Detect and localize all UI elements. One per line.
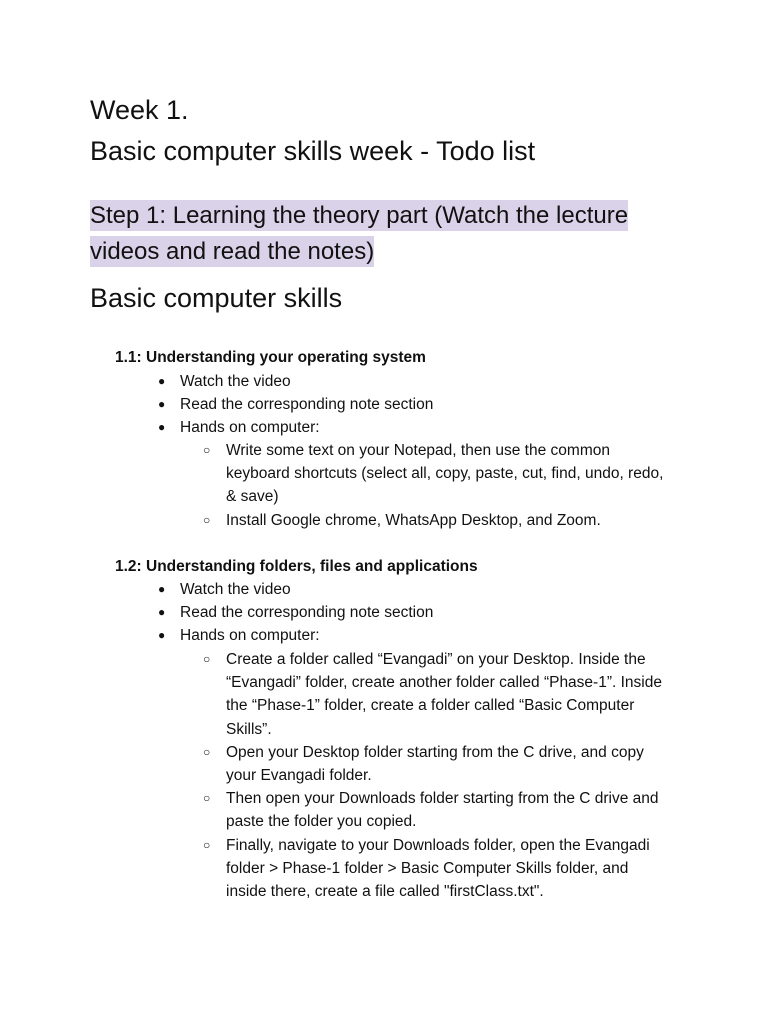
subsection-title: 1.2: Understanding folders, files and applications (115, 558, 478, 575)
list-item-text: Hands on computer: (180, 419, 320, 436)
sub-list-item-text: Install Google chrome, WhatsApp Desktop, and Zoom. (226, 512, 601, 529)
sub-list-item-text: Open your Desktop folder starting from the C drive, and copy your Evangadi folder. (226, 744, 644, 785)
sub-list-item (203, 509, 673, 532)
sub-list-item-text: Finally, navigate to your Downloads folder, open the Evangadi folder > Phase-1 folder > Basic Computer Skills folder, and inside there, create a file called "firstClass.txt". (226, 837, 650, 901)
list-item-text: Read the corresponding note section (180, 396, 434, 413)
page-title: Basic computer skills week - Todo list (90, 136, 536, 166)
sub-list-item (203, 439, 673, 509)
week-title: Week 1. (90, 95, 189, 125)
hollow-bullet-icon: ○ (203, 443, 211, 457)
hollow-bullet-icon: ○ (203, 745, 211, 759)
bullet-icon: ● (158, 582, 166, 596)
sub-list-item-text: Then open your Downloads folder starting from the C drive and paste the folder you copied. (226, 790, 659, 831)
sub-list-item (203, 648, 673, 741)
list-item-text: Read the corresponding note section (180, 604, 434, 621)
list-item-text: Watch the video (180, 373, 291, 390)
subsection-title: 1.1: Understanding your operating system (115, 349, 426, 366)
bullet-icon: ● (158, 628, 166, 642)
step-heading-highlight: Step 1: Learning the theory part (Watch the lecture videos and read the notes) (90, 202, 629, 265)
bullet-icon: ● (158, 397, 166, 411)
section-title: Basic computer skills (90, 283, 343, 313)
hollow-bullet-icon: ○ (203, 513, 211, 527)
bullet-icon: ● (158, 374, 166, 388)
sub-list-item (203, 741, 673, 787)
list-item-text: Watch the video (180, 581, 291, 598)
bullet-icon: ● (158, 605, 166, 619)
sub-list-item (203, 834, 673, 904)
sub-list-item-text: Write some text on your Notepad, then use the common keyboard shortcuts (select all, copy, paste, cut, find, undo, redo, & save) (226, 442, 664, 506)
sub-list-item (203, 787, 673, 833)
step-heading (90, 198, 670, 270)
sub-list-item-text: Create a folder called “Evangadi” on your Desktop. Inside the “Evangadi” folder, create another folder called “Phase-1”. Inside the “Phase-1” folder, create a folder called “Basic Computer Skills”. (226, 651, 662, 738)
bullet-icon: ● (158, 420, 166, 434)
list-item-text: Hands on computer: (180, 627, 320, 644)
hollow-bullet-icon: ○ (203, 838, 211, 852)
hollow-bullet-icon: ○ (203, 791, 211, 805)
hollow-bullet-icon: ○ (203, 652, 211, 666)
